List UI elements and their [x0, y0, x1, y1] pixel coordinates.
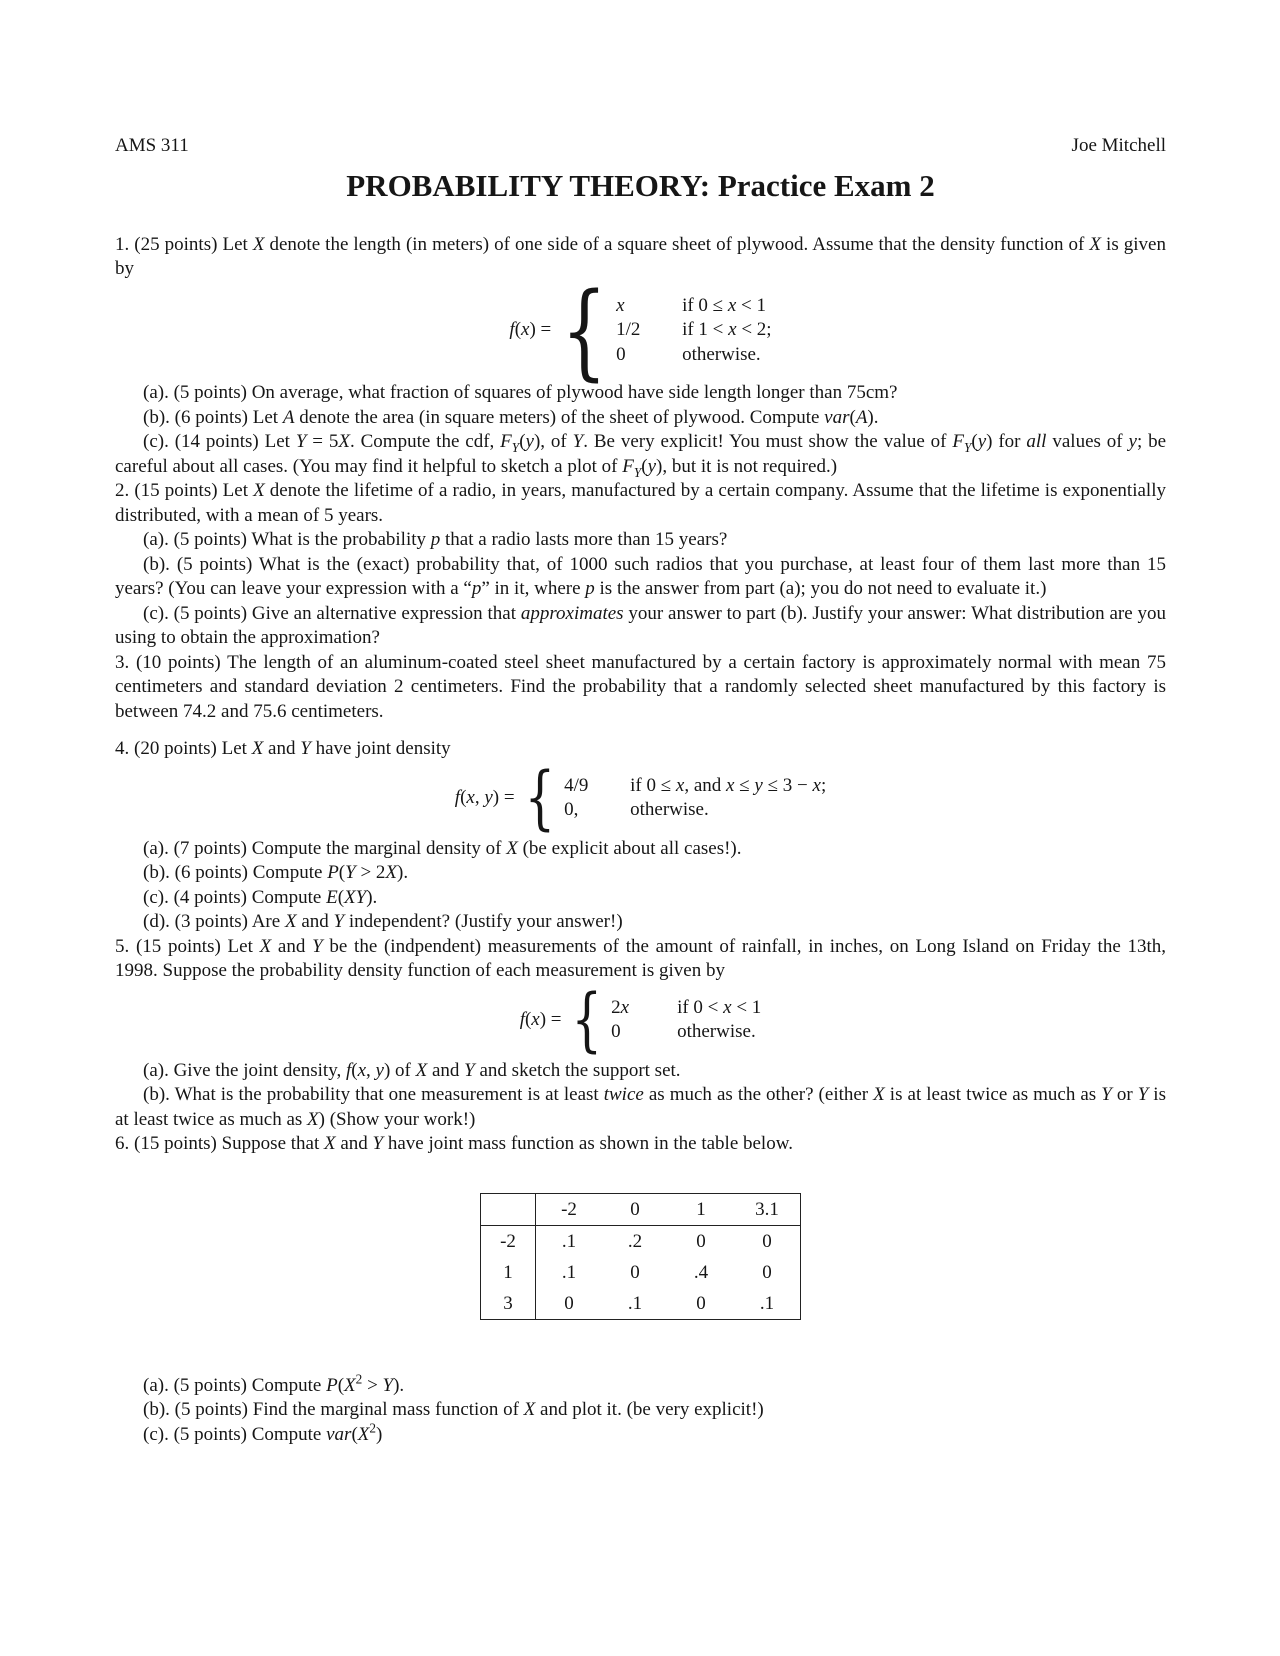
math-italic: f	[519, 1008, 525, 1030]
math-italic: X	[873, 1084, 885, 1105]
problem-5-intro: 5. (15 points) Let X and Y be the (indpendent) measurements of the amount of rainfall, in inches, on Long Island on Friday the 13th, 1998. Suppose the probability density function of each measurement is given by	[115, 935, 1167, 981]
math-italic: X	[344, 1374, 356, 1396]
math-italic: F	[622, 455, 634, 477]
math-italic: var	[326, 1423, 352, 1445]
table-col-header: 0	[602, 1193, 668, 1225]
table-cell: 0	[696, 1292, 706, 1314]
math-italic: y	[525, 431, 534, 452]
problem-2-part-b: (b). (5 points) What is the (exact) probability that, of 1000 such radios that you purchase, at least four of them last more than 15 years? (You can leave your expression with a “p” in it, where p is the answer from part (a); you do not need to evaluate it.)	[115, 553, 1166, 599]
math-italic: X	[415, 1059, 428, 1081]
case-condition: otherwise.	[630, 799, 709, 820]
case-condition: otherwise.	[682, 343, 761, 365]
case-row	[616, 294, 772, 319]
exam-title: PROBABILITY THEORY: Practice Exam 2	[346, 167, 935, 203]
math-italic: P	[326, 1374, 338, 1396]
math-italic: Y	[1137, 1084, 1149, 1105]
math-italic: Y	[300, 738, 311, 759]
table-col-header: -2	[536, 1193, 603, 1225]
math-italic: f	[509, 319, 515, 340]
table-col-header: 1	[668, 1193, 734, 1225]
math-italic: X	[385, 862, 398, 883]
table-row	[481, 1257, 801, 1288]
case-value: 4/9	[564, 774, 589, 796]
case-value	[616, 294, 662, 319]
math-italic: x	[728, 319, 737, 340]
math-italic: F	[952, 431, 964, 452]
course-code: AMS 311	[115, 135, 189, 156]
math-italic: A	[855, 406, 868, 428]
math-italic: y	[754, 774, 763, 796]
problem-4-part-b: (b). (6 points) Compute P(Y > 2X).	[143, 862, 409, 883]
math-italic: X	[338, 431, 350, 452]
table-row-header: 3	[481, 1288, 536, 1320]
math-italic: Y	[295, 431, 307, 452]
math-italic: Y	[382, 1374, 394, 1396]
math-italic: all	[1026, 431, 1047, 452]
math-italic: Y	[572, 431, 584, 452]
math-italic: X	[252, 233, 265, 255]
problem-4-part-d: (d). (3 points) Are X and Y independent? (Justify your answer!)	[143, 911, 623, 932]
math-italic: Y	[333, 911, 345, 932]
math-italic: Y	[345, 862, 356, 883]
table-row	[481, 1225, 801, 1257]
math-italic: x	[357, 1059, 367, 1081]
problem-2-part-a: (a). (5 points) What is the probability p that a radio lasts more than 15 years?	[143, 529, 728, 550]
case-row	[616, 343, 772, 368]
math-italic: X	[506, 837, 518, 859]
math-italic: x	[723, 996, 732, 1018]
problem-1-part-b: (b). (6 points) Let A denote the area (in square meters) of the sheet of plywood. Compute var(A).	[143, 406, 879, 428]
table-cell: .1	[561, 1230, 577, 1252]
math-italic: Y	[372, 1133, 384, 1154]
math-italic: X	[324, 1133, 336, 1154]
math-italic: y	[484, 786, 493, 808]
table-cell: .2	[627, 1230, 643, 1252]
math-italic: XY	[344, 886, 367, 908]
math-italic: x	[675, 774, 685, 796]
table-header-row	[481, 1193, 801, 1225]
problem-1-intro: 1. (25 points) Let X denote the length (in meters) of one side of a square sheet of plywood. Assume that the density function of X is given by	[115, 233, 1166, 279]
math-italic: p	[471, 578, 482, 599]
problem-6-part-a: (a). (5 points) Compute $P(X^2 > Y)$.	[143, 1371, 405, 1396]
math-italic: x	[616, 294, 625, 316]
problem-1-part-c: (c). (14 points) Let Y = 5X. Compute the cdf, $F_Y(y)$, of Y. Be very explicit! You must show the value of $F_Y(y)$ for all values of y; be careful about all cases. (You may find it helpful to sketch a plot of $F_Y(y)$, but it is not required.)	[115, 431, 1167, 480]
problem-4-intro: 4. (20 points) Let X and Y have joint density	[115, 738, 451, 759]
case-condition: if 1 < x < 2;	[682, 319, 772, 340]
math-italic: X	[253, 480, 265, 501]
math-italic: y	[1128, 431, 1137, 452]
problem-1-density-equation: f(x) = { x if 0 ≤ x < 1 1/2 if 1 < x < 2; 0 otherwise.	[509, 269, 772, 392]
case-value: 0,	[564, 799, 579, 820]
problem-3: 3. (10 points) The length of an aluminum-coated steel sheet manufactured by a certain factory is approximately normal with mean 75 centimeters and standard deviation 2 centimeters. Find the probability that a randomly selected sheet manufactured by this factory is between 74.2 and 75.6 centimeters.	[115, 651, 1166, 722]
math-subscript: Y	[633, 464, 642, 480]
math-italic: P	[327, 862, 339, 883]
math-italic: X	[1089, 233, 1102, 255]
math-italic: x	[726, 774, 735, 796]
problem-5-density-equation: f(x) = { 2x if 0 < x < 1 0 otherwise.	[519, 979, 762, 1061]
math-italic: A	[282, 406, 295, 428]
table-cell: .4	[693, 1261, 709, 1283]
math-italic: Y	[464, 1059, 475, 1081]
case-condition: otherwise.	[677, 1021, 756, 1042]
math-superscript: 2	[369, 1420, 377, 1436]
math-italic: Y	[1101, 1084, 1112, 1105]
case-condition: if 0 < x < 1	[677, 996, 762, 1018]
problem-4-joint-density-equation: f(x, y) = { 4/9 if 0 ≤ x, and x ≤ y ≤ 3 − x; 0, otherwise.	[454, 757, 827, 839]
equation-lhs: f(x) =	[509, 319, 552, 340]
math-italic: X	[357, 1423, 370, 1445]
math-italic: x	[521, 319, 530, 340]
math-italic: x	[812, 774, 821, 796]
problem-2-part-c: (c). (5 points) Give an alternative expression that approximates your answer to part (b). Justify your answer: What distribution are you using to obtain the approximation?	[115, 602, 1166, 648]
case-row	[564, 798, 826, 823]
problem-6-part-c: (c). (5 points) Compute $var(X^2)$	[143, 1420, 383, 1445]
math-italic: X	[284, 911, 297, 932]
math-italic: E	[326, 886, 338, 908]
math-italic: x	[727, 294, 737, 316]
problem-6-intro: 6. (15 points) Suppose that X and Y have joint mass function as shown in the table below.	[115, 1133, 793, 1154]
case-condition: if 0 ≤ x < 1	[682, 294, 767, 316]
case-value: 0	[616, 343, 626, 365]
math-italic: X	[307, 1108, 319, 1130]
case-row	[611, 1020, 761, 1045]
math-italic: y	[375, 1059, 384, 1081]
math-italic: p	[585, 578, 595, 599]
instructor-name: Joe Mitchell	[1071, 135, 1166, 156]
table-cell: 0	[762, 1261, 772, 1283]
problem-5-part-a: (a). Give the joint density, f(x, y) of X and Y and sketch the support set.	[143, 1059, 681, 1081]
math-italic: var	[824, 406, 850, 428]
case-row	[616, 318, 772, 343]
problem-2-intro: 2. (15 points) Let X denote the lifetime of a radio, in years, manufactured by a certain company. Assume that the lifetime is exponentially distributed, with a mean of 5 years.	[115, 480, 1166, 526]
math-italic: X	[523, 1399, 536, 1420]
math-italic: x	[620, 996, 630, 1018]
math-italic: X	[251, 738, 264, 759]
math-italic: x	[531, 1008, 540, 1030]
table-row-header: 1	[481, 1257, 536, 1288]
case-condition: if 0 ≤ x, and x ≤ y ≤ 3 − x;	[630, 774, 827, 796]
case-value: 2x	[611, 996, 630, 1018]
math-italic: f	[345, 1059, 352, 1081]
math-subscript: Y	[511, 439, 520, 455]
math-superscript: 2	[355, 1371, 363, 1387]
problem-5-part-b: (b). What is the probability that one measurement is at least twice as much as the other? (either X is at least twice as much as Y or Y is at least twice as much as X) (Show your work!)	[115, 1084, 1166, 1130]
table-row-header: -2	[481, 1225, 536, 1257]
problem-4-part-c: (c). (4 points) Compute E(XY).	[143, 886, 378, 908]
table-cell: .1	[627, 1292, 643, 1314]
table-cell: 0	[564, 1292, 574, 1314]
joint-mass-table	[480, 1193, 801, 1320]
table-corner-cell	[481, 1193, 536, 1225]
math-italic: X	[259, 935, 272, 957]
document-header	[115, 134, 1166, 159]
case-row	[564, 774, 826, 799]
case-row	[611, 996, 761, 1021]
math-italic: y	[647, 455, 657, 477]
math-italic: f	[454, 786, 461, 808]
piecewise-cases	[564, 774, 826, 823]
equation-lhs: f(x) =	[519, 1008, 562, 1030]
case-value: 1/2	[616, 319, 641, 340]
math-subscript: Y	[963, 439, 972, 455]
math-italic: p	[430, 529, 441, 550]
table-cell: 0	[630, 1261, 640, 1283]
table-cell: 0	[762, 1230, 772, 1252]
problem-6-part-b: (b). (5 points) Find the marginal mass function of X and plot it. (be very explicit!)	[143, 1399, 764, 1420]
problem-1-part-a: (a). (5 points) On average, what fraction of squares of plywood have side length longer than 75cm?	[143, 382, 898, 403]
table-cell: .1	[561, 1261, 577, 1283]
table-cell: 0	[696, 1230, 706, 1252]
table-col-header: 3.1	[734, 1193, 801, 1225]
piecewise-cases	[611, 996, 761, 1045]
math-italic: y	[977, 431, 987, 452]
document-body	[115, 233, 1166, 1448]
problem-4-part-a: (a). (7 points) Compute the marginal density of X (be explicit about all cases!).	[143, 837, 742, 859]
table-row	[481, 1288, 801, 1320]
math-italic: x	[466, 786, 475, 808]
equation-lhs: f(x, y) =	[454, 786, 515, 808]
math-italic: twice	[603, 1084, 644, 1105]
piecewise-cases	[616, 294, 772, 368]
math-italic: approximates	[520, 602, 624, 624]
math-italic: F	[500, 431, 512, 452]
table-cell: .1	[759, 1292, 775, 1314]
math-italic: Y	[312, 935, 323, 957]
case-value: 0	[611, 1021, 621, 1042]
